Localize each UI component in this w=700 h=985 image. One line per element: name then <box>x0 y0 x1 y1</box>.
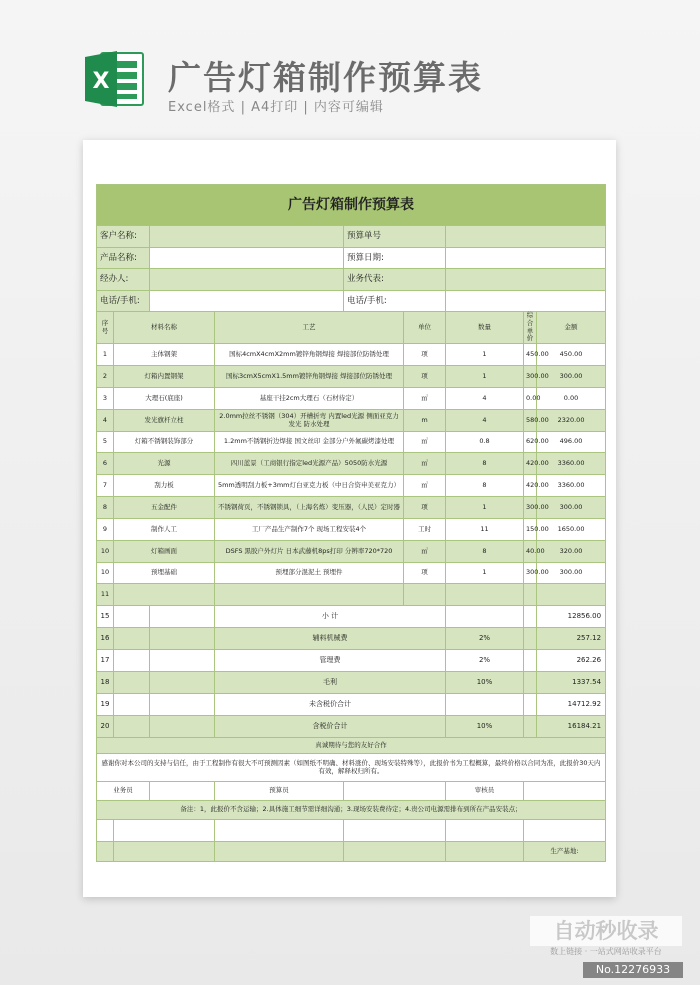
unit: 项 <box>404 344 446 366</box>
col-header-price: 综合单价 <box>524 312 537 344</box>
blank-cell[interactable] <box>150 694 215 716</box>
quantity: 0.8 <box>446 432 524 453</box>
row-no: 18 <box>97 672 114 694</box>
blank-row <box>97 820 606 842</box>
rep-value[interactable] <box>446 269 606 291</box>
budget-staff-label: 预算员 <box>215 782 344 801</box>
row-no: 10 <box>97 563 114 584</box>
summary-label: 辅料机械费 <box>215 628 446 650</box>
quantity: 11 <box>446 519 524 541</box>
summary-rate <box>446 694 524 716</box>
col-header-no: 序号 <box>97 312 114 344</box>
table-row <box>97 366 606 388</box>
material-name: 大理石(底座) <box>114 388 215 410</box>
unit-price: 450.00 <box>524 344 537 366</box>
blank-cell[interactable] <box>524 672 537 694</box>
craft-desc: DSFS 黑胶户外灯片 日本武藤机8ps打印 分辨率720*720 <box>215 541 404 563</box>
thanks-row <box>97 738 606 754</box>
blank-cell[interactable] <box>97 820 114 842</box>
disclaimer-row <box>97 754 606 782</box>
summary-rate: 10% <box>446 716 524 738</box>
product-value[interactable] <box>150 247 344 269</box>
watermark-id: No.12276933 <box>583 962 683 978</box>
handler-label: 经办人: <box>97 269 150 291</box>
summary-rows <box>97 606 606 738</box>
blank-cell[interactable] <box>446 820 524 842</box>
blank-cell[interactable] <box>446 584 524 606</box>
summary-rate: 2% <box>446 650 524 672</box>
unit-price: 300.00 <box>524 366 537 388</box>
row-no: 3 <box>97 388 114 410</box>
row-no: 4 <box>97 410 114 432</box>
blank-cell[interactable] <box>114 672 150 694</box>
sign-row <box>97 782 606 801</box>
budget-date-value[interactable] <box>446 247 606 269</box>
material-name: 预埋基础 <box>114 563 215 584</box>
site-watermark <box>530 916 682 964</box>
quantity: 4 <box>446 388 524 410</box>
summary-label: 毛利 <box>215 672 446 694</box>
summary-amount: 1337.54 <box>537 672 606 694</box>
info-row <box>97 226 606 248</box>
budget-staff-value[interactable] <box>344 782 446 801</box>
material-name: 刮力板 <box>114 475 215 497</box>
amount: 300.00 <box>537 497 606 519</box>
material-name: 发光旗杆立柱 <box>114 410 215 432</box>
row-no: 8 <box>97 497 114 519</box>
blank-cell[interactable] <box>524 694 537 716</box>
table-row <box>97 519 606 541</box>
remarks-text: 备注：1，此报价不含运输；2.具体施工细节需详细沟通；3.现场安装费待定；4.贵公司电源需排布到所在产品安装点； <box>97 801 606 820</box>
info-row <box>97 269 606 291</box>
table-row <box>97 563 606 584</box>
craft-desc: 四川蓝景（工商银行指定led光源产品）5050防水光源 <box>215 453 404 475</box>
item-rows <box>97 344 606 584</box>
blank-cell[interactable] <box>215 820 344 842</box>
row-no: 7 <box>97 475 114 497</box>
unit: ㎡ <box>404 432 446 453</box>
blank-cell[interactable] <box>114 820 215 842</box>
material-name: 灯箱画面 <box>114 541 215 563</box>
craft-desc: 1.2mm不锈钢折边焊接 国文丝印 金部分户外氟碳烤漆处理 <box>215 432 404 453</box>
handler-value[interactable] <box>150 269 344 291</box>
summary-amount: 262.26 <box>537 650 606 672</box>
summary-label: 小 计 <box>215 606 446 628</box>
blank-cell[interactable] <box>114 694 150 716</box>
row-no: 16 <box>97 628 114 650</box>
quantity: 4 <box>446 410 524 432</box>
col-header-craft: 工艺 <box>215 312 404 344</box>
unit: 项 <box>404 497 446 519</box>
blank-row <box>97 584 606 606</box>
summary-amount: 16184.21 <box>537 716 606 738</box>
unit-price: 420.00 <box>524 475 537 497</box>
col-header-material: 材料名称 <box>114 312 215 344</box>
row-no: 6 <box>97 453 114 475</box>
sheet-title: 广告灯箱制作预算表 <box>97 185 606 226</box>
summary-amount: 14712.92 <box>537 694 606 716</box>
sales-label: 业务员 <box>97 782 150 801</box>
phone-value-2[interactable] <box>446 290 606 312</box>
blank-cell[interactable] <box>114 650 150 672</box>
amount: 320.00 <box>537 541 606 563</box>
info-row <box>97 290 606 312</box>
unit: ㎡ <box>404 541 446 563</box>
row-no: 17 <box>97 650 114 672</box>
summary-row <box>97 716 606 738</box>
amount: 450.00 <box>537 344 606 366</box>
sheet-title-row <box>97 185 606 226</box>
watermark-logo: 自动秒收录 <box>530 916 682 946</box>
svg-text:X: X <box>92 69 110 94</box>
craft-desc: 不锈钢荷页，不锈钢锁具，（上海名炼）变压器，（人民）定时器 <box>215 497 404 519</box>
material-name: 制作人工 <box>114 519 215 541</box>
blank-cell[interactable] <box>524 650 537 672</box>
summary-rate: 10% <box>446 672 524 694</box>
unit-price: 40.00 <box>524 541 537 563</box>
unit-price: 0.00 <box>524 388 537 410</box>
disclaimer-text: 感谢你对本公司的支持与信任，由于工程制作有很大不可预测因素（如图纸不明确、材料涨价、现场安装特殊等），此报价书为工程概算，最终价格以合同为准，此报价30天内有效，解释权归所有。 <box>97 754 606 782</box>
blank-cell[interactable] <box>344 820 446 842</box>
summary-rate: 2% <box>446 628 524 650</box>
row-no: 10 <box>97 541 114 563</box>
blank-cell[interactable] <box>446 842 524 862</box>
row-no: 1 <box>97 344 114 366</box>
quantity: 1 <box>446 497 524 519</box>
thanks-text: 真诚期待与您的友好合作 <box>97 738 606 754</box>
quantity: 8 <box>446 541 524 563</box>
material-name: 灯箱内置钢架 <box>114 366 215 388</box>
customer-value[interactable] <box>150 226 344 248</box>
summary-amount: 12856.00 <box>537 606 606 628</box>
unit-price: 300.00 <box>524 497 537 519</box>
quantity: 8 <box>446 453 524 475</box>
phone-label-2: 电话/手机: <box>344 290 446 312</box>
quantity: 1 <box>446 344 524 366</box>
row-no: 9 <box>97 519 114 541</box>
col-header-unit: 单位 <box>404 312 446 344</box>
craft-desc: 2.0mm拉丝不锈钢（304）开槽折弯 内置led光源 侧面亚克力发光 防水处理 <box>215 410 404 432</box>
page-subtitle: Excel格式 | A4打印 | 内容可编辑 <box>168 100 384 115</box>
unit-price: 620.00 <box>524 432 537 453</box>
sales-value[interactable] <box>150 782 215 801</box>
audit-label: 审核员 <box>446 782 524 801</box>
craft-desc: 基座干挂2cm大理石（石材待定） <box>215 388 404 410</box>
phone-label: 电话/手机: <box>97 290 150 312</box>
table-row <box>97 475 606 497</box>
table-row <box>97 432 606 453</box>
rep-label: 业务代表: <box>344 269 446 291</box>
amount: 2320.00 <box>537 410 606 432</box>
quantity: 1 <box>446 366 524 388</box>
summary-row <box>97 606 606 628</box>
material-name: 主体钢架 <box>114 344 215 366</box>
row-no: 2 <box>97 366 114 388</box>
table-row <box>97 388 606 410</box>
unit-price: 300.00 <box>524 563 537 584</box>
summary-row <box>97 650 606 672</box>
craft-desc: 预埋部分混泥土 预埋件 <box>215 563 404 584</box>
blank-cell[interactable] <box>215 584 404 606</box>
watermark-tagline: 数上链接 · 一站式网站收录平台 <box>550 947 662 956</box>
amount: 300.00 <box>537 563 606 584</box>
row-no: 15 <box>97 606 114 628</box>
amount: 1650.00 <box>537 519 606 541</box>
audit-value[interactable] <box>524 782 606 801</box>
unit: 项 <box>404 563 446 584</box>
quantity: 8 <box>446 475 524 497</box>
unit: 项 <box>404 366 446 388</box>
table-row <box>97 453 606 475</box>
unit: m <box>404 410 446 432</box>
amount: 0.00 <box>537 388 606 410</box>
production-base-row <box>97 842 606 862</box>
info-row <box>97 247 606 269</box>
summary-row <box>97 672 606 694</box>
unit-price: 150.00 <box>524 519 537 541</box>
craft-desc: 5mm透明刮力板+3mm灯白亚克力板（中日合资申美亚克力） <box>215 475 404 497</box>
blank-cell[interactable] <box>150 672 215 694</box>
amount: 3360.00 <box>537 453 606 475</box>
blank-cell[interactable] <box>524 716 537 738</box>
blank-cell[interactable] <box>114 606 150 628</box>
unit: ㎡ <box>404 475 446 497</box>
blank-cell[interactable] <box>150 606 215 628</box>
blank-cell[interactable] <box>150 628 215 650</box>
column-header-row <box>97 312 606 344</box>
table-row <box>97 344 606 366</box>
blank-cell[interactable] <box>524 820 606 842</box>
blank-cell[interactable] <box>114 842 215 862</box>
blank-cell[interactable] <box>537 584 606 606</box>
amount: 3360.00 <box>537 475 606 497</box>
row-no: 11 <box>97 584 114 606</box>
remarks-row <box>97 801 606 820</box>
customer-label: 客户名称: <box>97 226 150 248</box>
budget-no-label: 预算单号 <box>344 226 446 248</box>
row-no: 20 <box>97 716 114 738</box>
amount: 300.00 <box>537 366 606 388</box>
summary-amount: 257.12 <box>537 628 606 650</box>
budget-date-label: 预算日期: <box>344 247 446 269</box>
blank-cell[interactable] <box>114 716 150 738</box>
col-header-qty: 数量 <box>446 312 524 344</box>
product-label: 产品名称: <box>97 247 150 269</box>
unit: ㎡ <box>404 453 446 475</box>
col-header-amount: 金额 <box>537 312 606 344</box>
table-row <box>97 541 606 563</box>
summary-label: 管理费 <box>215 650 446 672</box>
blank-cell[interactable] <box>524 628 537 650</box>
summary-row <box>97 628 606 650</box>
blank-cell[interactable] <box>404 584 446 606</box>
summary-label: 未含税价合计 <box>215 694 446 716</box>
summary-row <box>97 694 606 716</box>
budget-no-value[interactable] <box>446 226 606 248</box>
phone-value[interactable] <box>150 290 344 312</box>
row-no: 5 <box>97 432 114 453</box>
unit: 工时 <box>404 519 446 541</box>
blank-cell[interactable] <box>97 842 114 862</box>
page-title: 广告灯箱制作预算表 <box>168 58 483 97</box>
table-row <box>97 497 606 519</box>
excel-icon <box>83 47 147 111</box>
quantity: 1 <box>446 563 524 584</box>
blank-cell[interactable] <box>150 716 215 738</box>
table-row <box>97 410 606 432</box>
summary-label: 含税价合计 <box>215 716 446 738</box>
unit: ㎡ <box>404 388 446 410</box>
unit-price: 420.00 <box>524 453 537 475</box>
production-base-label: 生产基地: <box>524 842 606 862</box>
blank-cell[interactable] <box>215 842 344 862</box>
blank-cell[interactable] <box>524 584 537 606</box>
budget-sheet <box>96 184 606 862</box>
summary-rate <box>446 606 524 628</box>
unit-price: 580.00 <box>524 410 537 432</box>
row-no: 19 <box>97 694 114 716</box>
blank-cell[interactable] <box>524 606 537 628</box>
material-name: 五金配件 <box>114 497 215 519</box>
blank-cell[interactable] <box>114 584 215 606</box>
material-name: 灯箱不锈钢装饰部分 <box>114 432 215 453</box>
craft-desc: 工厂产品生产制作7个 现场工程安装4个 <box>215 519 404 541</box>
blank-cell[interactable] <box>150 650 215 672</box>
craft-desc: 国标3cmX5cmX1.5mm镀锌角钢焊接 焊接部位防锈处理 <box>215 366 404 388</box>
craft-desc: 国标4cmX4cmX2mm镀锌角钢焊接 焊接部位防锈处理 <box>215 344 404 366</box>
blank-cell[interactable] <box>114 628 150 650</box>
amount: 496.00 <box>537 432 606 453</box>
blank-cell[interactable] <box>344 842 446 862</box>
material-name: 光源 <box>114 453 215 475</box>
